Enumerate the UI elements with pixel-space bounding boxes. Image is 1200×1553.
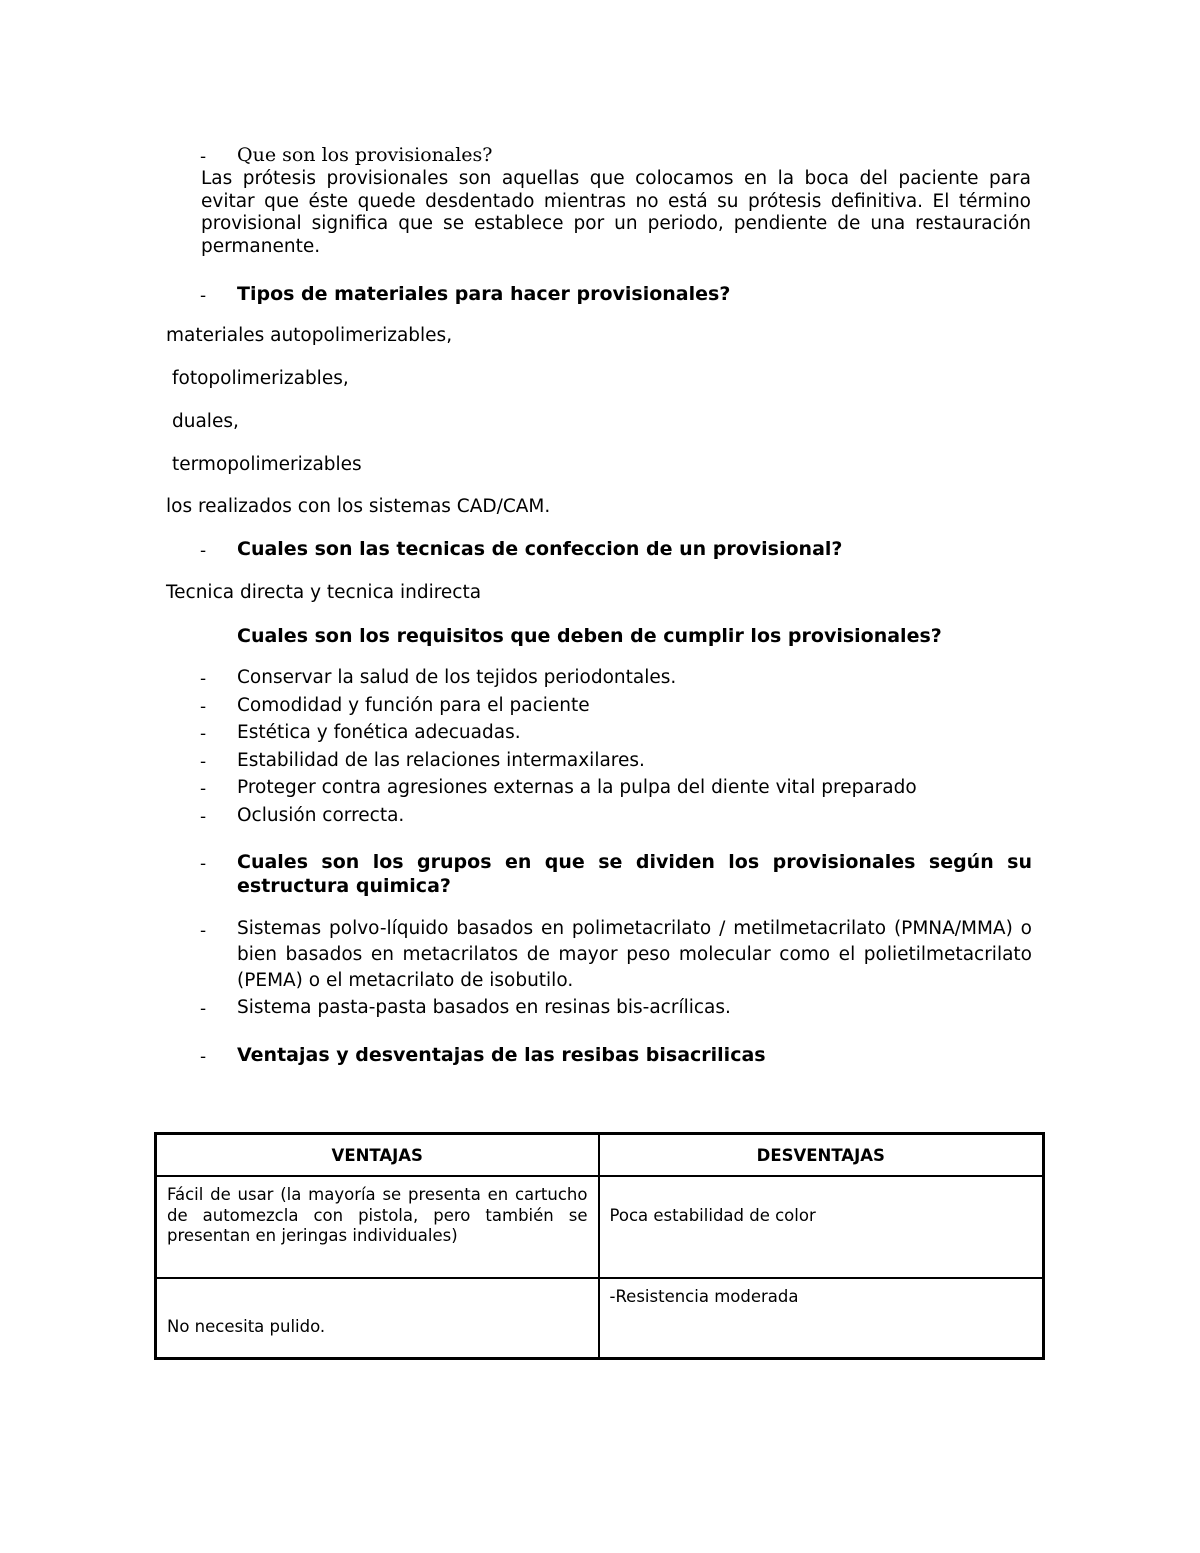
requirement-item: Estética y fonética adecuadas.	[237, 722, 521, 743]
group-item: Sistemas polvo-líquido basados en polimetacrilato / metilmetacrilato (PMNA/MMA) o bien basados en metacrilatos de mayor peso molecular como el polietilmetacrilato (PEMA) o el metacrilato de isobutilo.	[237, 918, 1032, 991]
requirement-item: Conservar la salud de los tejidos periodontales.	[237, 667, 677, 688]
answer-text: Tecnica directa y tecnica indirecta	[166, 582, 482, 603]
bullet-dash: -	[200, 752, 207, 772]
question-heading: Cuales son los grupos en que se dividen los provisionales según su estructura quimica?	[237, 851, 1032, 897]
question-heading: Tipos de materiales para hacer provisionales?	[237, 283, 731, 305]
question-heading: Ventajas y desventajas de las resibas bisacrilicas	[237, 1044, 766, 1066]
bullet-dash: -	[200, 724, 207, 744]
comparison-table	[154, 1132, 1045, 1360]
bullet-dash: -	[200, 807, 207, 827]
bullet-dash: -	[200, 1047, 207, 1067]
question-heading: Cuales son las tecnicas de confeccion de un provisional?	[237, 538, 843, 560]
bullet-dash: -	[200, 541, 207, 561]
bullet-dash: -	[200, 779, 207, 799]
bullet-dash: -	[200, 286, 207, 306]
table-header-cell: DESVENTAJAS	[599, 1134, 1044, 1177]
requirement-item: Comodidad y función para el paciente	[237, 695, 590, 716]
table-header-row	[156, 1134, 1044, 1177]
table-cell: Poca estabilidad de color	[599, 1176, 1044, 1278]
bullet-dash: -	[200, 854, 207, 874]
material-item: los realizados con los sistemas CAD/CAM.	[166, 496, 551, 517]
table-row	[156, 1278, 1044, 1358]
question-heading: Cuales son los requisitos que deben de cumplir los provisionales?	[237, 625, 942, 647]
material-item: materiales autopolimerizables,	[166, 325, 453, 346]
bullet-dash: -	[200, 147, 207, 167]
requirement-item: Proteger contra agresiones externas a la pulpa del diente vital preparado	[237, 777, 917, 798]
table-row	[156, 1176, 1044, 1278]
bullet-dash: -	[200, 697, 207, 717]
bullet-dash: -	[200, 999, 207, 1019]
requirement-item: Oclusión correcta.	[237, 805, 405, 826]
answer-paragraph: Las prótesis provisionales son aquellas que colocamos en la boca del paciente para evitar que éste quede desdentado mientras no está su prótesis definitiva. El término provisional significa que se establece por un periodo, pendiente de una restauración permanente.	[201, 168, 1031, 257]
material-item: termopolimerizables	[172, 454, 362, 475]
group-item: Sistema pasta-pasta basados en resinas bis-acrílicas.	[237, 997, 731, 1018]
material-item: fotopolimerizables,	[172, 368, 349, 389]
requirement-item: Estabilidad de las relaciones intermaxilares.	[237, 750, 645, 771]
table-cell: No necesita pulido.	[156, 1278, 599, 1358]
table-cell: Fácil de usar (la mayoría se presenta en cartucho de automezcla con pistola, pero también se presentan en jeringas individuales)	[156, 1176, 599, 1278]
table-header-cell: VENTAJAS	[156, 1134, 599, 1177]
bullet-dash: -	[200, 921, 207, 941]
question-heading: Que son los provisionales?	[237, 144, 493, 166]
material-item: duales,	[172, 411, 239, 432]
table-cell: -Resistencia moderada	[599, 1278, 1044, 1358]
bullet-dash: -	[200, 669, 207, 689]
